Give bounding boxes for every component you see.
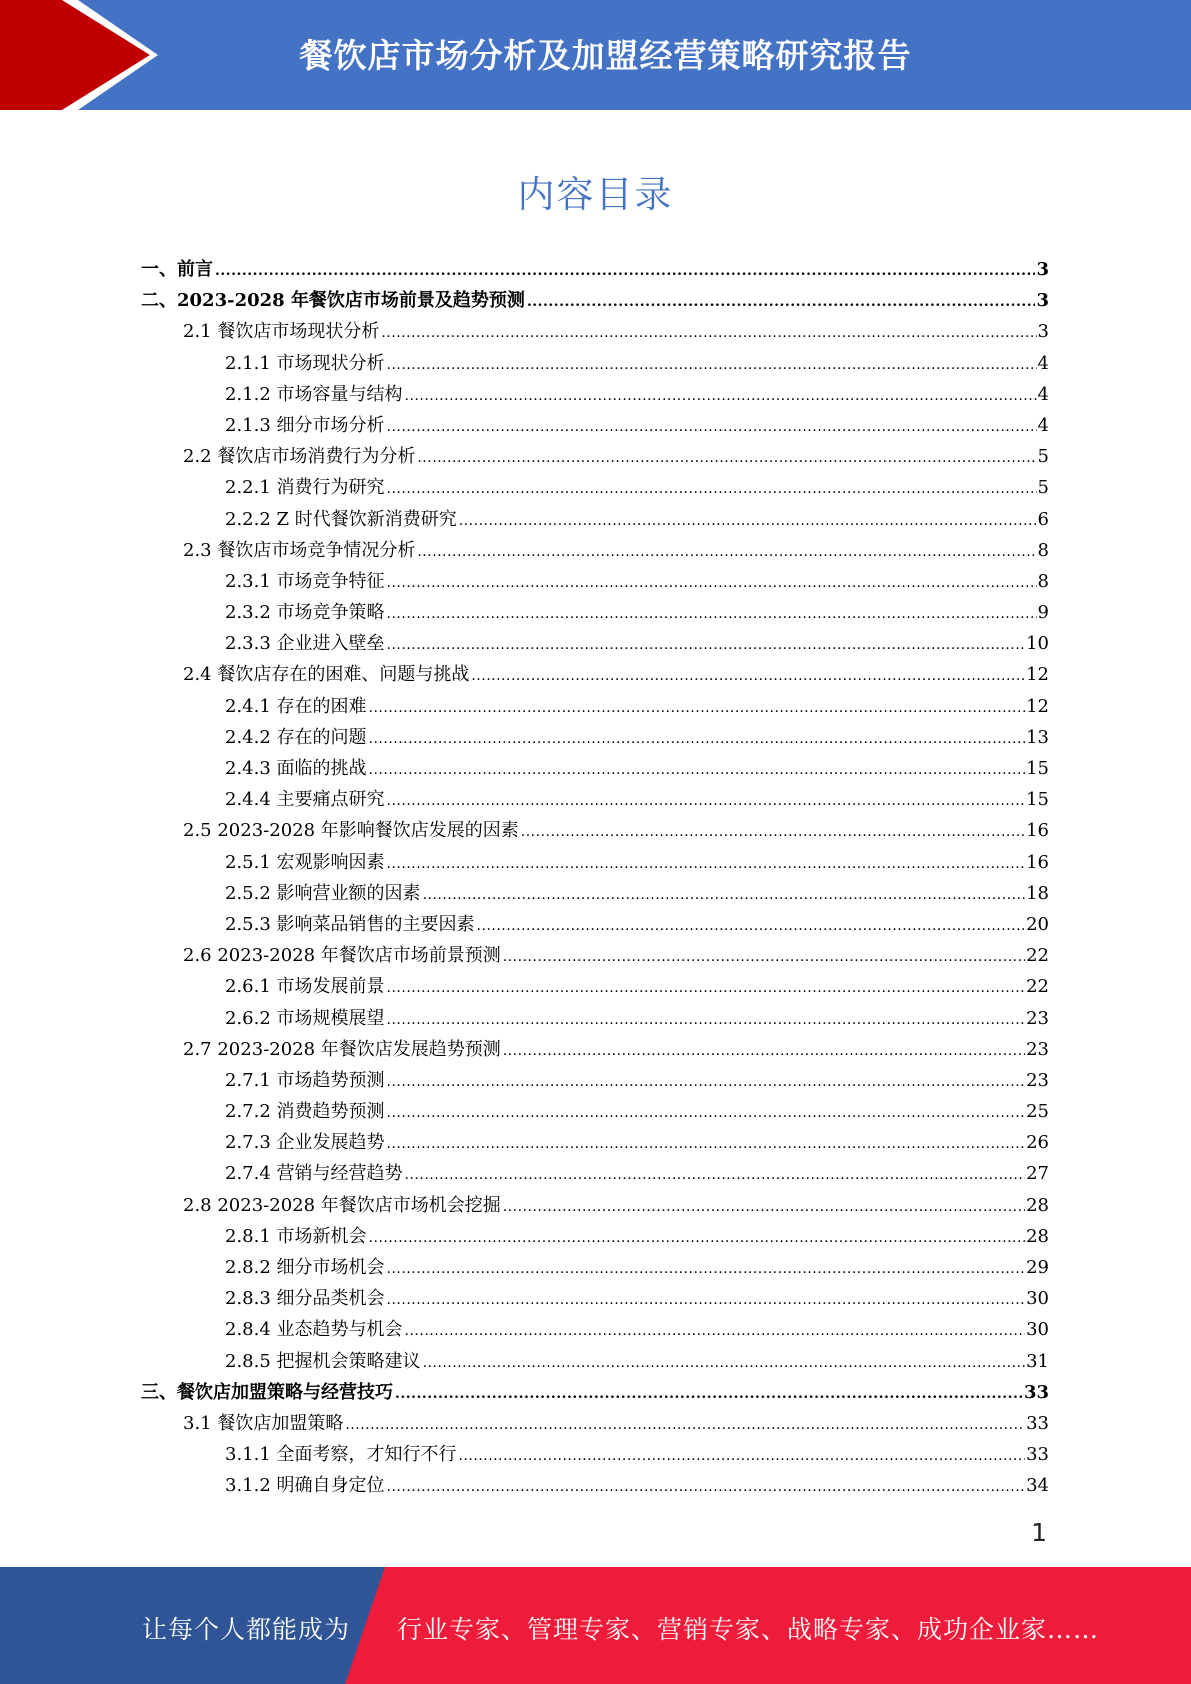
toc-entry-page: 16	[1026, 820, 1049, 842]
toc-dot-leader	[395, 1379, 1023, 1410]
toc-entry-page: 25	[1026, 1101, 1049, 1123]
toc-entry[interactable]	[141, 1158, 1049, 1189]
toc-entry[interactable]	[141, 1252, 1049, 1283]
toc-dot-leader	[459, 1441, 1026, 1472]
toc-entry-label: 2.8.4 业态趋势与机会	[225, 1319, 403, 1341]
toc-entry-page: 10	[1026, 633, 1049, 655]
toc-entry[interactable]	[141, 316, 1049, 347]
toc-entry-page: 33	[1026, 1444, 1049, 1466]
toc-entry-page: 8	[1037, 539, 1049, 561]
toc-entry-label: 2.3.2 市场竞争策略	[225, 602, 385, 624]
toc-entry-page: 23	[1026, 1007, 1049, 1029]
toc-entry[interactable]	[141, 441, 1049, 472]
toc-entry[interactable]	[141, 971, 1049, 1002]
toc-entry-page: 5	[1037, 446, 1049, 468]
toc-entry-label: 2.3.3 企业进入壁垒	[225, 633, 385, 655]
toc-entry[interactable]	[141, 909, 1049, 940]
toc-entry-label: 2.7.3 企业发展趋势	[225, 1132, 385, 1154]
toc-entry-label: 2.4 餐饮店存在的困难、问题与挑战	[183, 664, 470, 686]
toc-entry-page: 26	[1026, 1132, 1049, 1154]
toc-entry-label: 3.1.2 明确自身定位	[225, 1475, 385, 1497]
toc-entry-page: 30	[1026, 1288, 1049, 1310]
toc-dot-leader	[417, 537, 1036, 568]
toc-entry[interactable]	[141, 379, 1049, 410]
toc-dot-leader	[423, 880, 1026, 911]
toc-entry-page: 28	[1026, 1194, 1049, 1216]
toc-entry-label: 2.7.1 市场趋势预测	[225, 1069, 385, 1091]
toc-dot-leader	[503, 942, 1025, 973]
toc-dot-leader	[387, 1098, 1026, 1129]
toc-entry[interactable]	[141, 847, 1049, 878]
toc-entry[interactable]	[141, 1096, 1049, 1127]
toc-dot-leader	[405, 381, 1037, 412]
toc-entry-page: 33	[1023, 1381, 1049, 1403]
toc-entry-label: 3.1.1 全面考察，才知行不行	[225, 1444, 457, 1466]
toc-entry-label: 2.5.1 宏观影响因素	[225, 851, 385, 873]
toc-entry[interactable]	[141, 1221, 1049, 1252]
toc-entry-page: 3	[1036, 290, 1049, 312]
toc-entry-page: 8	[1037, 570, 1049, 592]
toc-entry-label: 2.8 2023-2028 年餐饮店市场机会挖掘	[183, 1194, 501, 1216]
toc-entry[interactable]	[141, 410, 1049, 441]
toc-entry-label: 二、2023-2028 年餐饮店市场前景及趋势预测	[141, 290, 525, 312]
page-number: 1	[1031, 1518, 1047, 1547]
toc-entry[interactable]	[141, 1190, 1049, 1221]
toc-entry[interactable]	[141, 348, 1049, 379]
toc-dot-leader	[387, 1254, 1026, 1285]
toc-entry-label: 2.1.2 市场容量与结构	[225, 383, 403, 405]
toc-entry-label: 2.5.3 影响菜品销售的主要因素	[225, 913, 475, 935]
toc-entry-page: 5	[1037, 477, 1049, 499]
toc-entry-page: 29	[1026, 1257, 1049, 1278]
toc-entry-label: 2.8.5 把握机会策略建议	[225, 1350, 421, 1372]
toc-entry-page: 4	[1037, 352, 1049, 374]
toc-entry[interactable]	[141, 691, 1049, 722]
toc-dot-leader	[387, 474, 1037, 505]
toc-entry-page: 15	[1026, 789, 1049, 811]
toc-entry[interactable]	[141, 597, 1049, 628]
toc-entry-label: 2.8.3 细分品类机会	[225, 1288, 385, 1310]
toc-dot-leader	[369, 693, 1026, 724]
toc-entry-label: 2.7.2 消费趋势预测	[225, 1101, 385, 1123]
toc-dot-leader	[387, 1129, 1026, 1160]
toc-entry-label: 2.6 2023-2028 年餐饮店市场前景预测	[183, 945, 501, 967]
toc-entry-page: 12	[1026, 695, 1049, 717]
table-of-contents	[141, 254, 1049, 1502]
toc-entry[interactable]	[141, 628, 1049, 659]
toc-entry-label: 2.8.2 细分市场机会	[225, 1257, 385, 1278]
toc-entry-page: 34	[1026, 1475, 1049, 1497]
toc-entry[interactable]	[141, 940, 1049, 971]
report-title: 餐饮店市场分析及加盟经营策略研究报告	[299, 36, 912, 75]
toc-entry-page: 4	[1037, 383, 1049, 405]
toc-entry-label: 2.1 餐饮店市场现状分析	[183, 321, 380, 343]
footer-slogan-left: 让每个人都能成为	[142, 1615, 351, 1644]
toc-dot-leader	[521, 817, 1025, 848]
toc-entry[interactable]	[141, 285, 1049, 316]
toc-entry[interactable]	[141, 1283, 1049, 1314]
toc-entry-page: 23	[1026, 1069, 1049, 1091]
toc-dot-leader	[387, 849, 1026, 880]
toc-entry-page: 16	[1026, 851, 1049, 873]
toc-entry-label: 2.3 餐饮店市场竞争情况分析	[183, 539, 416, 561]
toc-entry-label: 2.5 2023-2028 年影响餐饮店发展的因素	[183, 820, 519, 842]
toc-dot-leader	[405, 1160, 1026, 1191]
toc-entry-label: 2.4.4 主要痛点研究	[225, 789, 385, 811]
toc-entry-label: 2.7 2023-2028 年餐饮店发展趋势预测	[183, 1038, 501, 1060]
toc-entry[interactable]	[141, 1065, 1049, 1096]
toc-dot-leader	[405, 1316, 1026, 1347]
toc-entry-page: 12	[1026, 664, 1049, 686]
toc-dot-leader	[459, 506, 1037, 537]
toc-entry-label: 2.6.2 市场规模展望	[225, 1007, 385, 1029]
toc-dot-leader	[369, 755, 1026, 786]
toc-entry[interactable]	[141, 1408, 1049, 1439]
toc-entry[interactable]	[141, 784, 1049, 815]
toc-entry-page: 3	[1036, 259, 1049, 280]
toc-entry[interactable]	[141, 566, 1049, 597]
report-header-bar	[0, 0, 1191, 110]
toc-dot-leader	[387, 350, 1037, 381]
toc-entry-page: 27	[1026, 1163, 1049, 1185]
toc-entry-label: 2.7.4 营销与经营趋势	[225, 1163, 403, 1185]
toc-entry[interactable]	[141, 722, 1049, 753]
toc-entry-label: 3.1 餐饮店加盟策略	[183, 1412, 344, 1434]
toc-entry-label: 2.4.1 存在的困难	[225, 695, 367, 717]
toc-dot-leader	[381, 318, 1036, 349]
toc-dot-leader	[417, 443, 1036, 474]
footer-banner	[0, 1567, 1191, 1684]
toc-entry[interactable]	[141, 753, 1049, 784]
toc-dot-leader	[471, 661, 1025, 692]
toc-dot-leader	[387, 630, 1026, 661]
toc-entry[interactable]	[141, 1470, 1049, 1501]
toc-entry-label: 一、前言	[141, 259, 213, 280]
toc-entry[interactable]	[141, 659, 1049, 690]
toc-entry[interactable]	[141, 254, 1049, 285]
toc-dot-leader	[477, 911, 1026, 942]
toc-entry[interactable]	[141, 815, 1049, 846]
toc-entry-label: 2.4.2 存在的问题	[225, 726, 367, 748]
toc-entry-page: 30	[1026, 1319, 1049, 1341]
toc-entry-page: 22	[1026, 945, 1049, 967]
toc-dot-leader	[423, 1348, 1026, 1379]
toc-dot-leader	[369, 724, 1026, 755]
toc-dot-leader	[387, 786, 1026, 817]
toc-dot-leader	[215, 256, 1035, 287]
toc-entry-label: 2.2.1 消费行为研究	[225, 477, 385, 499]
toc-entry-page: 3	[1037, 321, 1049, 343]
toc-entry-page: 9	[1037, 602, 1049, 624]
footer-slogan-right: 行业专家、管理专家、营销专家、战略专家、成功企业家……	[397, 1615, 1100, 1644]
toc-entry-label: 2.4.3 面临的挑战	[225, 758, 367, 779]
toc-heading: 内容目录	[517, 173, 674, 216]
toc-entry[interactable]	[141, 1034, 1049, 1065]
toc-entry-page: 6	[1037, 508, 1049, 530]
toc-entry[interactable]	[141, 1127, 1049, 1158]
toc-dot-leader	[503, 1192, 1025, 1223]
toc-entry[interactable]	[141, 1346, 1049, 1377]
toc-dot-leader	[503, 1036, 1025, 1067]
toc-dot-leader	[387, 1067, 1026, 1098]
toc-entry[interactable]	[141, 1003, 1049, 1034]
toc-entry-label: 2.2 餐饮店市场消费行为分析	[183, 446, 416, 468]
toc-dot-leader	[527, 287, 1036, 318]
toc-dot-leader	[387, 973, 1026, 1004]
toc-dot-leader	[387, 1005, 1026, 1036]
toc-entry-label: 2.8.1 市场新机会	[225, 1225, 367, 1247]
toc-entry[interactable]	[141, 504, 1049, 535]
toc-entry-page: 13	[1026, 726, 1049, 748]
toc-entry-page: 33	[1026, 1412, 1049, 1434]
toc-entry-page: 31	[1026, 1350, 1049, 1372]
toc-entry-label: 2.6.1 市场发展前景	[225, 976, 385, 998]
toc-entry-page: 4	[1037, 414, 1049, 436]
toc-dot-leader	[387, 412, 1037, 443]
toc-entry-label: 2.5.2 影响营业额的因素	[225, 882, 421, 904]
toc-dot-leader	[345, 1410, 1025, 1441]
toc-entry-label: 2.1.3 细分市场分析	[225, 414, 385, 436]
toc-entry[interactable]	[141, 1439, 1049, 1470]
toc-entry[interactable]	[141, 1377, 1049, 1408]
toc-entry[interactable]	[141, 472, 1049, 503]
toc-dot-leader	[387, 599, 1037, 630]
toc-entry-page: 15	[1026, 758, 1049, 779]
toc-dot-leader	[387, 568, 1037, 599]
toc-dot-leader	[369, 1223, 1026, 1254]
toc-entry-label: 三、餐饮店加盟策略与经营技巧	[141, 1381, 393, 1403]
toc-entry-page: 23	[1026, 1038, 1049, 1060]
toc-entry-label: 2.2.2 Z 时代餐饮新消费研究	[225, 508, 457, 530]
toc-entry[interactable]	[141, 878, 1049, 909]
toc-dot-leader	[387, 1472, 1026, 1503]
toc-entry-page: 22	[1026, 976, 1049, 998]
toc-entry-label: 2.3.1 市场竞争特征	[225, 570, 385, 592]
toc-entry[interactable]	[141, 1314, 1049, 1345]
toc-entry-label: 2.1.1 市场现状分析	[225, 352, 385, 374]
toc-dot-leader	[387, 1285, 1026, 1316]
toc-entry[interactable]	[141, 535, 1049, 566]
toc-entry-page: 18	[1026, 882, 1049, 904]
toc-entry-page: 28	[1026, 1225, 1049, 1247]
toc-entry-page: 20	[1026, 913, 1049, 935]
